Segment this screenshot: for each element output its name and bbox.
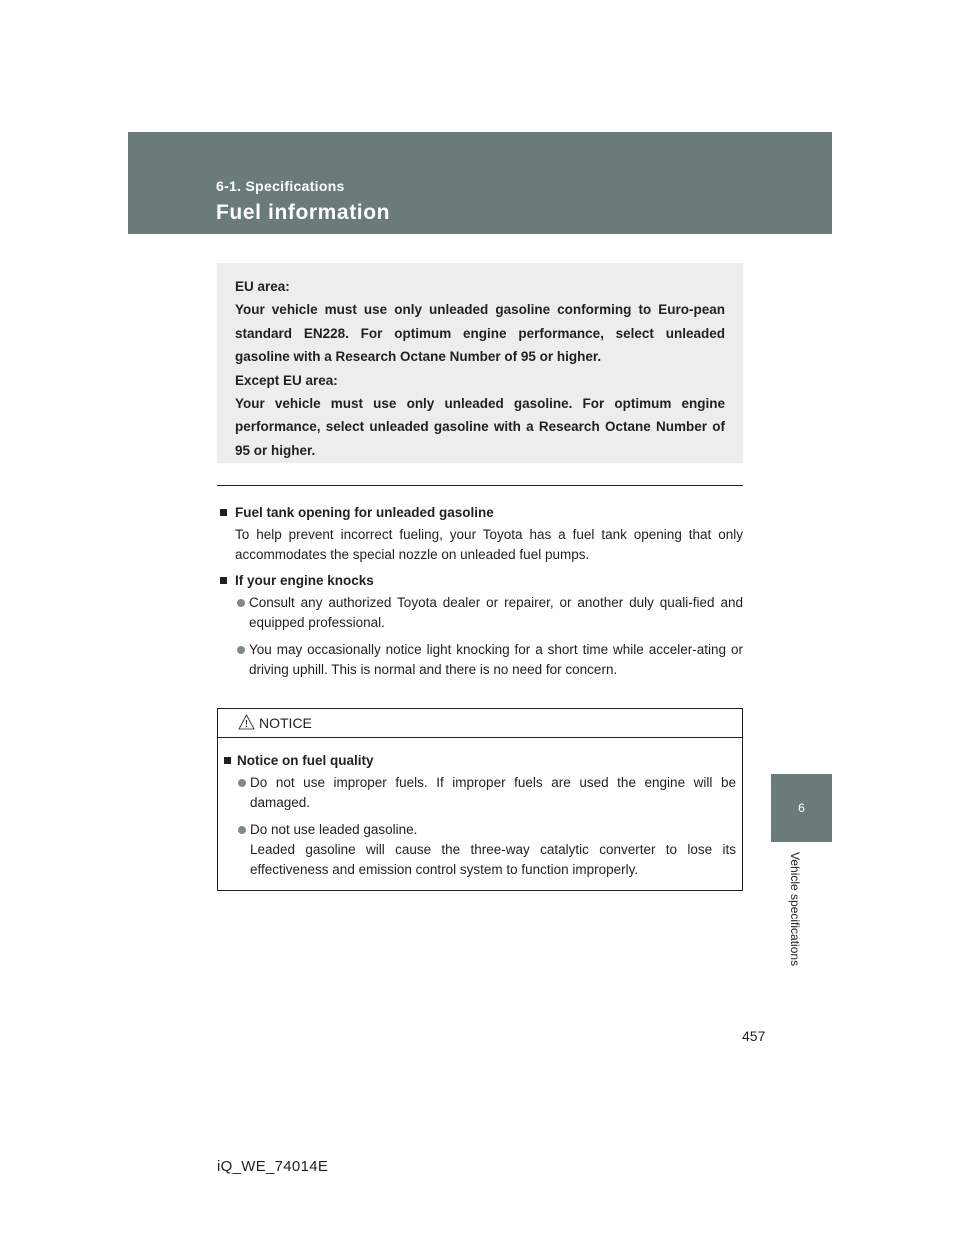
eu-area-text: Your vehicle must use only unleaded gasoline conforming to Euro-pean standard EN228. For optimum engine performance, select unleaded gasoline with a Research Octane Number of 95 or higher. — [235, 302, 725, 365]
square-bullet-icon — [220, 509, 227, 516]
round-bullet-icon — [237, 646, 245, 654]
notice-header — [218, 709, 742, 738]
square-bullet-icon — [224, 757, 231, 764]
list-item-text: Do not use improper fuels. If improper fuels are used the engine will be damaged. — [250, 775, 736, 810]
chapter-tab-label: Vehicle specifications — [788, 852, 802, 967]
main-content — [217, 503, 743, 687]
list-item — [217, 640, 743, 680]
section-heading — [217, 503, 743, 523]
section-heading-text: Fuel tank opening for unleaded gasoline — [235, 505, 494, 520]
notice-box — [217, 708, 743, 891]
chapter-tab[interactable]: 6 — [771, 774, 832, 842]
round-bullet-icon — [238, 826, 246, 834]
list-item — [224, 820, 736, 880]
round-bullet-icon — [237, 599, 245, 607]
section-heading — [217, 571, 743, 591]
notice-heading-text: Notice on fuel quality — [237, 753, 374, 768]
notice-heading — [224, 751, 736, 771]
square-bullet-icon — [220, 577, 227, 584]
warning-triangle-icon — [238, 714, 255, 730]
list-item-subtext: Leaded gasoline will cause the three-way catalytic converter to lose its effectiveness and emission control system to function improperly. — [250, 842, 736, 877]
fuel-requirements-box — [217, 263, 743, 463]
notice-body — [218, 738, 742, 880]
except-eu-text: Your vehicle must use only unleaded gasoline. For optimum engine performance, select unleaded gasoline with a Research Octane Number of 95 or higher. — [235, 396, 725, 458]
list-item-text: Do not use leaded gasoline. — [250, 822, 418, 837]
page-title: Fuel information — [216, 201, 391, 224]
list-item — [224, 773, 736, 813]
page-number: 457 — [742, 1028, 766, 1044]
section-label: 6-1. Specifications — [216, 178, 345, 194]
document-code: iQ_WE_74014E — [217, 1158, 329, 1175]
section-paragraph: To help prevent incorrect fueling, your Toyota has a fuel tank opening that only accommodates the special nozzle on unleaded fuel pumps. — [235, 527, 743, 562]
chapter-header — [128, 132, 832, 234]
section-heading-text: If your engine knocks — [235, 573, 374, 588]
round-bullet-icon — [238, 779, 246, 787]
list-item — [217, 593, 743, 633]
notice-title: NOTICE — [259, 715, 312, 731]
divider — [217, 485, 743, 486]
list-item-text: You may occasionally notice light knocking for a short time while acceler-ating or driving uphill. This is normal and there is no need for concern. — [249, 642, 743, 677]
list-item-text: Consult any authorized Toyota dealer or repairer, or another duly quali-fied and equipped professional. — [249, 595, 743, 630]
except-eu-heading: Except EU area: — [235, 372, 338, 388]
eu-area-heading: EU area: — [235, 279, 290, 294]
